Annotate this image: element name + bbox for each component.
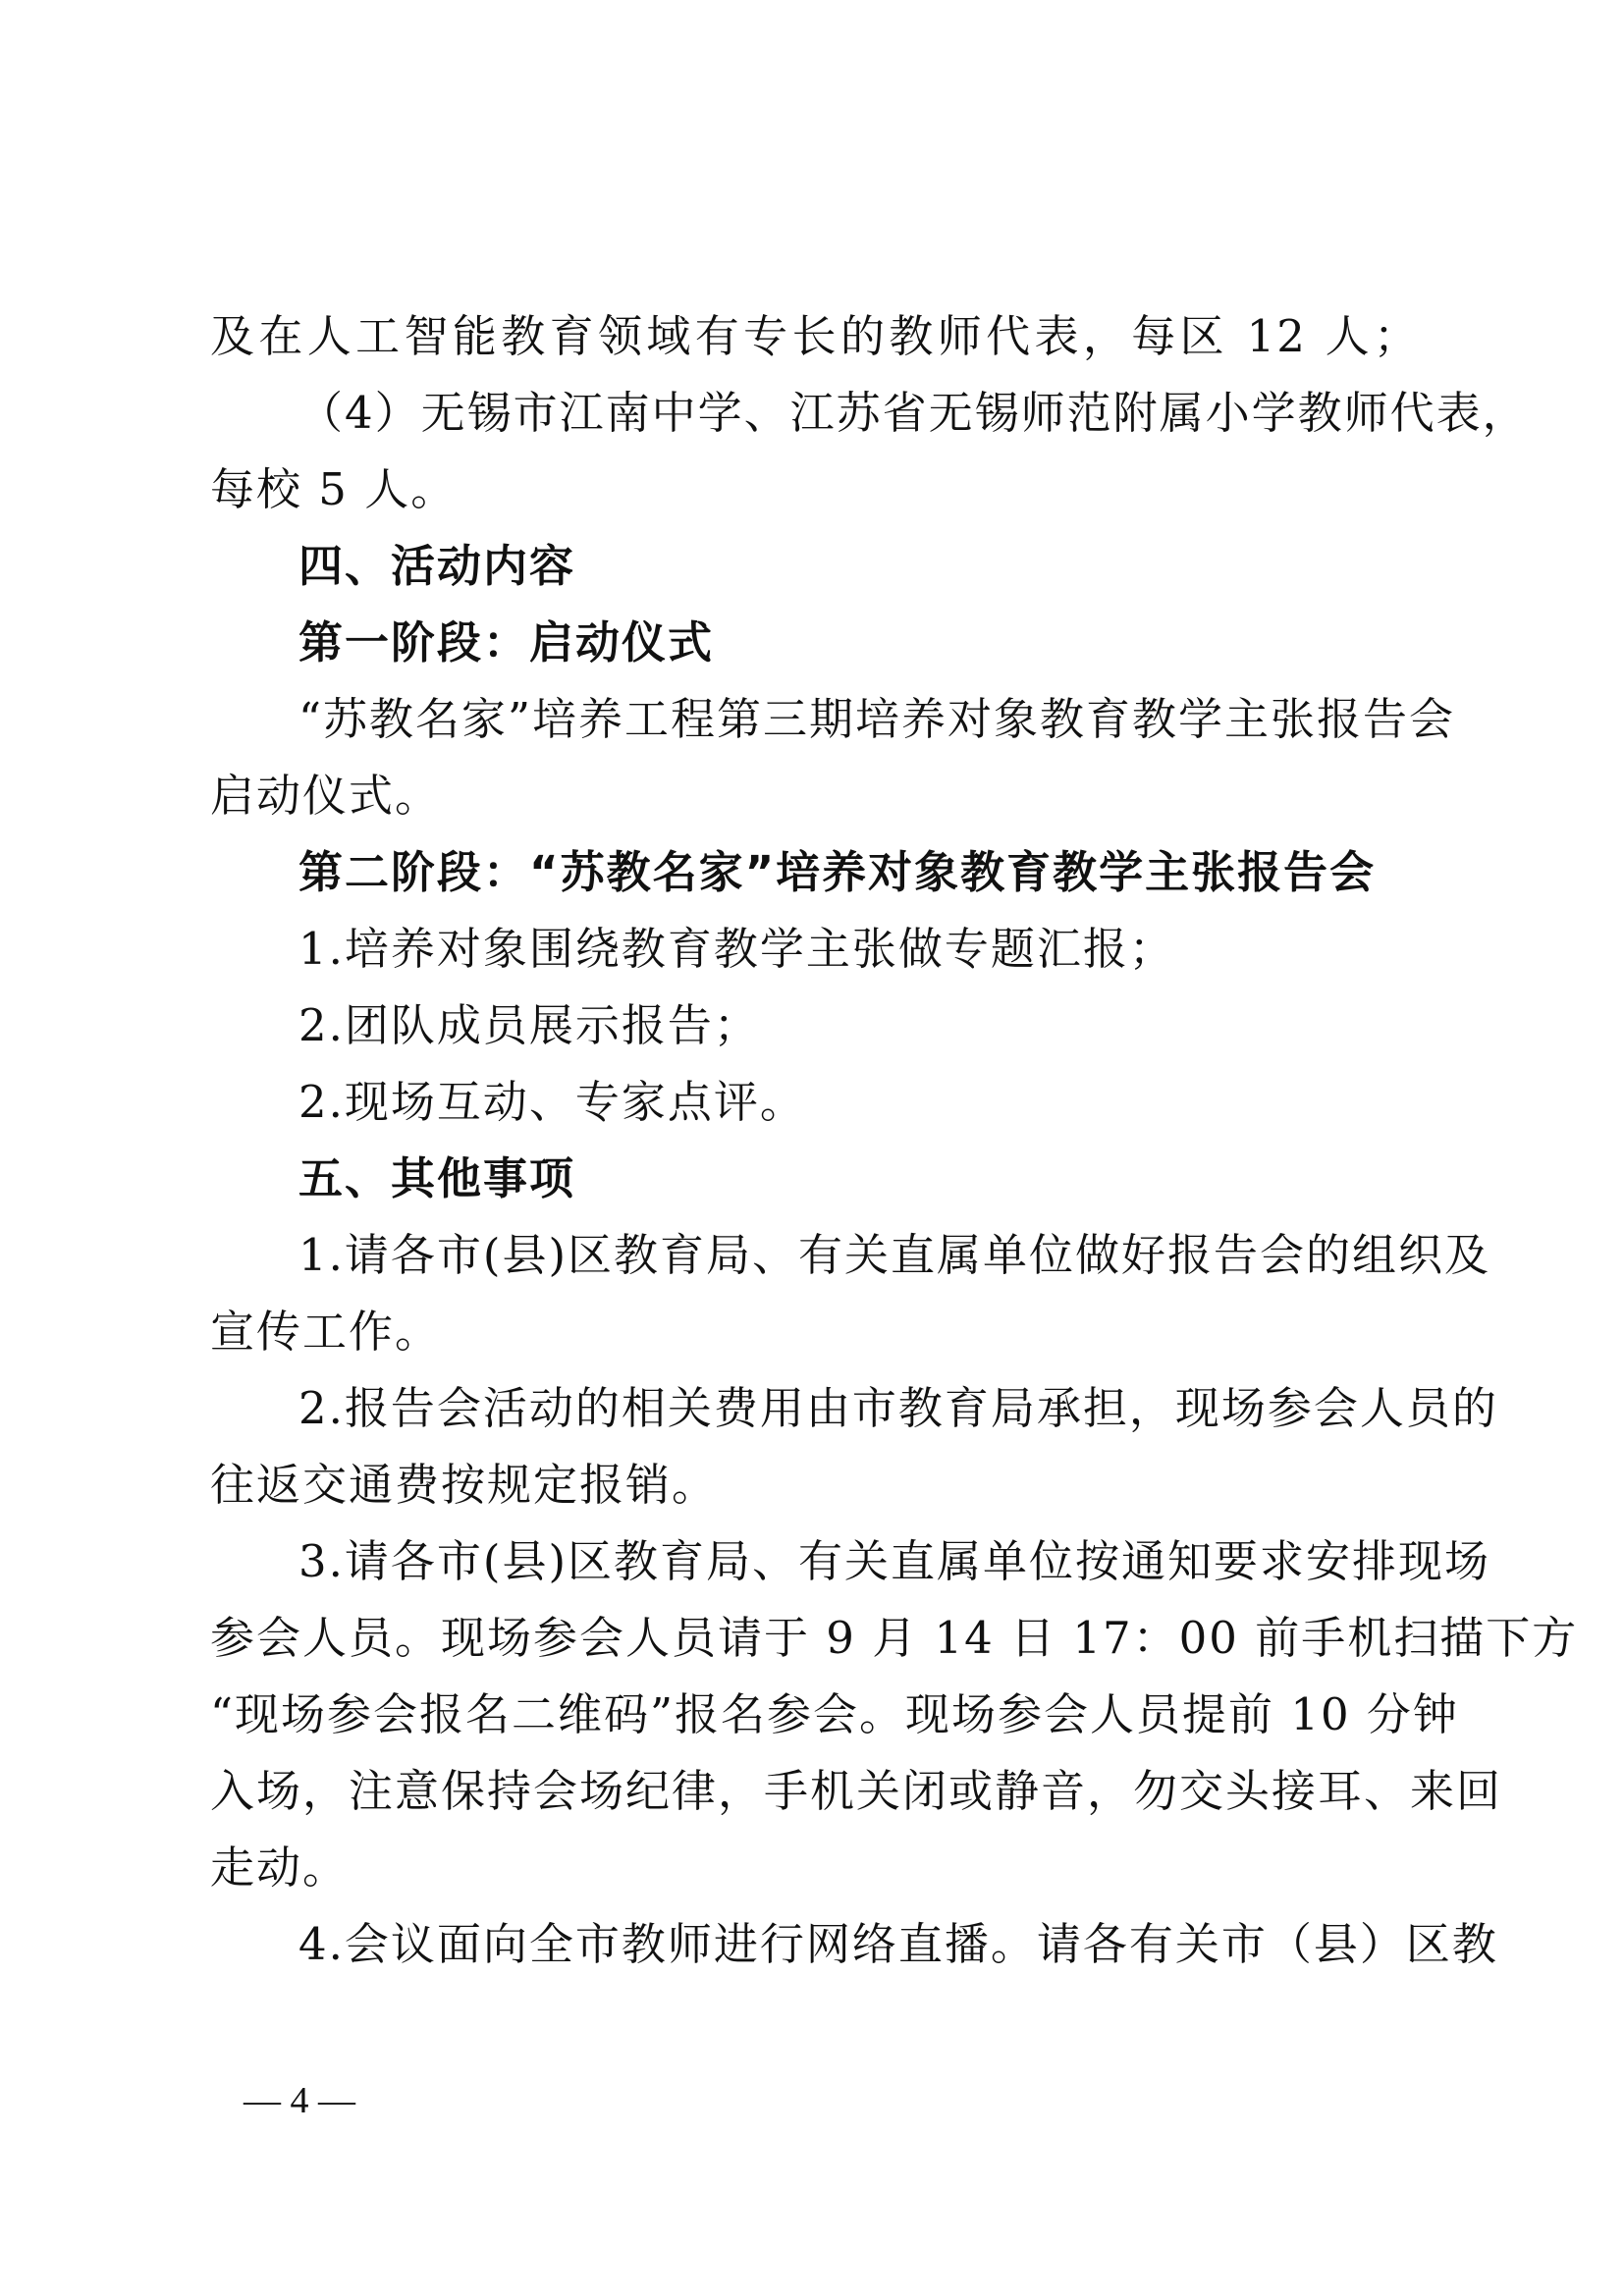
- paragraph-line: 及在人工智能教育领域有专长的教师代表，每区 12 人；: [210, 310, 1420, 362]
- subsection-heading: 第一阶段：启动仪式: [298, 616, 715, 668]
- paragraph-line: 每校 5 人。: [210, 463, 458, 515]
- paragraph-line: 1.请各市(县)区教育局、有关直属单位做好报告会的组织及: [298, 1229, 1491, 1281]
- paragraph-line: 参会人员。现场参会人员请于 9 月 14 日 17：00 前手机扫描下方: [210, 1612, 1579, 1664]
- paragraph-line: 宣传工作。: [210, 1306, 442, 1358]
- paragraph-line: 入场，注意保持会场纪律，手机关闭或静音，勿交头接耳、来回: [210, 1765, 1503, 1817]
- list-item: 2.现场互动、专家点评。: [298, 1076, 806, 1128]
- paragraph-line: 启动仪式。: [210, 770, 442, 822]
- list-item: 2.团队成员展示报告；: [298, 999, 760, 1051]
- paragraph-line: 往返交通费按规定报销。: [210, 1459, 719, 1511]
- paragraph-line: （4）无锡市江南中学、江苏省无锡师范附属小学教师代表，: [298, 387, 1529, 439]
- paragraph-line: 2.报告会活动的相关费用由市教育局承担，现场参会人员的: [298, 1382, 1498, 1434]
- list-item: 1.培养对象围绕教育教学主张做专题汇报；: [298, 923, 1175, 975]
- paragraph-line: 走动。: [210, 1842, 350, 1894]
- paragraph-line: “苏教名家”培养工程第三期培养对象教育教学主张报告会: [298, 693, 1456, 745]
- paragraph-line: 3.请各市(县)区教育局、有关直属单位按通知要求安排现场: [298, 1535, 1491, 1587]
- section-heading: 四、活动内容: [298, 540, 576, 592]
- paragraph-line: 4.会议面向全市教师进行网络直播。请各有关市（县）区教: [298, 1918, 1498, 1970]
- section-heading: 五、其他事项: [298, 1152, 576, 1204]
- subsection-heading: 第二阶段：“苏教名家”培养对象教育教学主张报告会: [298, 846, 1377, 898]
- page-number: — 4 —: [244, 2080, 355, 2121]
- paragraph-line: “现场参会报名二维码”报名参会。现场参会人员提前 10 分钟: [210, 1688, 1459, 1740]
